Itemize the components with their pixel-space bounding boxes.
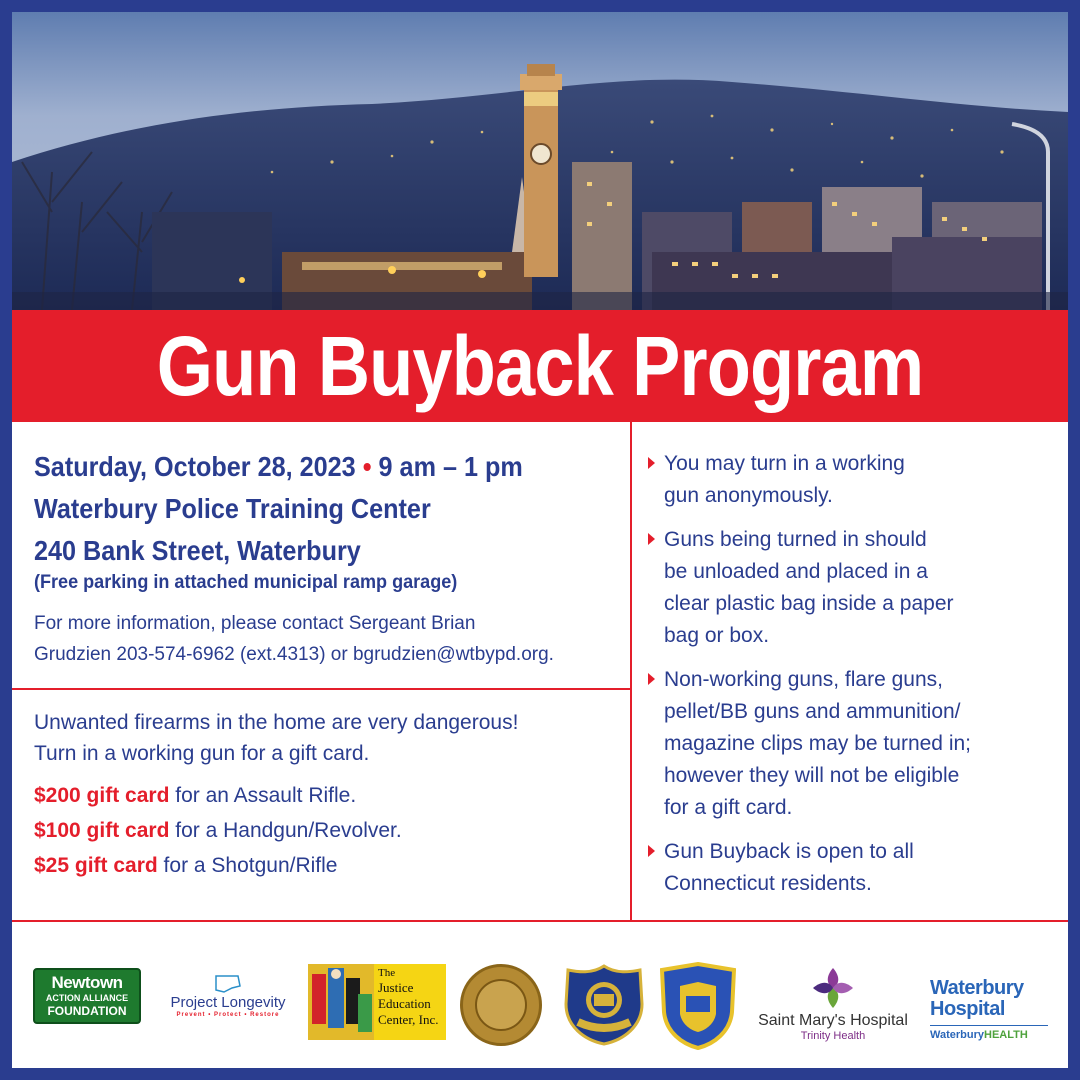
- offer-description: for a Shotgun/Rifle: [157, 854, 338, 877]
- arrow-bullet-icon: [648, 673, 655, 685]
- event-venue: Waterbury Police Training Center: [34, 493, 431, 524]
- rule-line: You may turn in a working: [664, 452, 905, 475]
- event-details: [34, 446, 630, 572]
- rule-line: Guns being turned in should: [664, 528, 927, 551]
- rule-line: however they will not be eligible: [664, 764, 960, 787]
- justice-education-center-logo: [308, 964, 446, 1040]
- rule-line: Gun Buyback is open to all: [664, 840, 914, 863]
- contact-line: Grudzien 203-574-6962 (ext.4313) or bgrudzien@wtbypd.org.: [34, 644, 554, 665]
- arrow-bullet-icon: [648, 845, 655, 857]
- page-title: Gun Buyback Program: [156, 319, 924, 413]
- column-divider: [630, 422, 632, 920]
- justice-figures-icon: [308, 964, 374, 1040]
- pitch-line: Unwanted firearms in the home are very dangerous!: [34, 711, 519, 734]
- waterbury-hospital-logo: [930, 978, 1054, 1048]
- connecticut-state-icon: [158, 972, 298, 996]
- logo-tagline: Prevent • Protect • Restore: [176, 1012, 280, 1018]
- rule-item: [652, 836, 1052, 900]
- rule-line: magazine clips may be turned in;: [664, 732, 971, 755]
- contact-line: For more information, please contact Sergeant Brian: [34, 613, 476, 634]
- logo-subtext-b: HEALTH: [984, 1029, 1028, 1041]
- justice-text: [374, 964, 446, 1040]
- parking-note: (Free parking in attached municipal ramp garage): [34, 572, 458, 593]
- rules-list: [652, 448, 1052, 912]
- seal-emblem-icon: [475, 979, 527, 1031]
- rule-line: Non-working guns, flare guns,: [664, 668, 943, 691]
- logo-text: Project Longevity: [170, 994, 286, 1011]
- section-divider: [12, 688, 630, 690]
- rule-line: bag or box.: [664, 624, 770, 647]
- logo-text: Saint Mary's Hospital: [758, 1012, 908, 1029]
- offer-description: for a Handgun/Revolver.: [169, 819, 402, 842]
- logo-text: FOUNDATION: [47, 1004, 127, 1018]
- newtown-action-alliance-logo: [33, 968, 141, 1024]
- rule-line: Connecticut residents.: [664, 872, 872, 895]
- logo-subtext-a: Waterbury: [930, 1029, 984, 1041]
- rule-item: [652, 448, 1052, 512]
- logo-text: ACTION ALLIANCE: [45, 993, 129, 1003]
- logo-text: Hospital: [930, 998, 1005, 1020]
- rule-item: [652, 664, 1052, 824]
- bullet-separator: •: [362, 451, 372, 482]
- logo-subtext: [930, 1029, 1054, 1041]
- arrow-bullet-icon: [648, 533, 655, 545]
- rule-line: clear plastic bag inside a paper: [664, 592, 954, 615]
- rule-line: pellet/BB guns and ammunition/: [664, 700, 961, 723]
- pitch-text: [34, 707, 624, 769]
- sponsor-logos: [12, 922, 1068, 1068]
- event-address: 240 Bank Street, Waterbury: [34, 535, 361, 566]
- offer-item: [34, 780, 624, 815]
- project-longevity-logo: [158, 972, 298, 1030]
- city-of-waterbury-seal: [460, 964, 542, 1046]
- rule-item: [652, 524, 1052, 652]
- rule-line: be unloaded and placed in a: [664, 560, 928, 583]
- logo-subtext: Trinity Health: [800, 1030, 866, 1042]
- waterbury-police-badge: [564, 964, 644, 1046]
- logo-text: The: [378, 967, 396, 979]
- event-date: Saturday, October 28, 2023: [34, 451, 356, 482]
- logo-text: Education: [378, 996, 431, 1011]
- pal-activity-league-badge: [660, 962, 736, 1050]
- gift-card-offers: [34, 780, 624, 885]
- poster: [12, 12, 1068, 1068]
- offer-item: [34, 815, 624, 850]
- offer-amount: $200 gift card: [34, 784, 170, 807]
- logo-text: Center, Inc.: [378, 1012, 439, 1027]
- pitch-line: Turn in a working gun for a gift card.: [34, 742, 370, 765]
- rule-line: gun anonymously.: [664, 484, 833, 507]
- logo-divider: [930, 1025, 1048, 1026]
- offer-amount: $25 gift card: [34, 854, 158, 877]
- offer-item: [34, 850, 624, 885]
- event-time: 9 am – 1 pm: [378, 451, 523, 482]
- trinity-health-cross-icon: [748, 966, 918, 1010]
- saint-marys-hospital-logo: [748, 966, 918, 1046]
- event-date-time: [34, 446, 570, 488]
- logo-text: Justice: [378, 980, 414, 995]
- rule-line: for a gift card.: [664, 796, 793, 819]
- arrow-bullet-icon: [648, 457, 655, 469]
- logo-text: Newtown: [51, 973, 123, 992]
- city-skyline-photo: [12, 12, 1068, 310]
- offer-amount: $100 gift card: [34, 819, 170, 842]
- contact-info: [34, 608, 624, 670]
- logo-text: Waterbury: [930, 977, 1024, 999]
- offer-description: for an Assault Rifle.: [169, 784, 357, 807]
